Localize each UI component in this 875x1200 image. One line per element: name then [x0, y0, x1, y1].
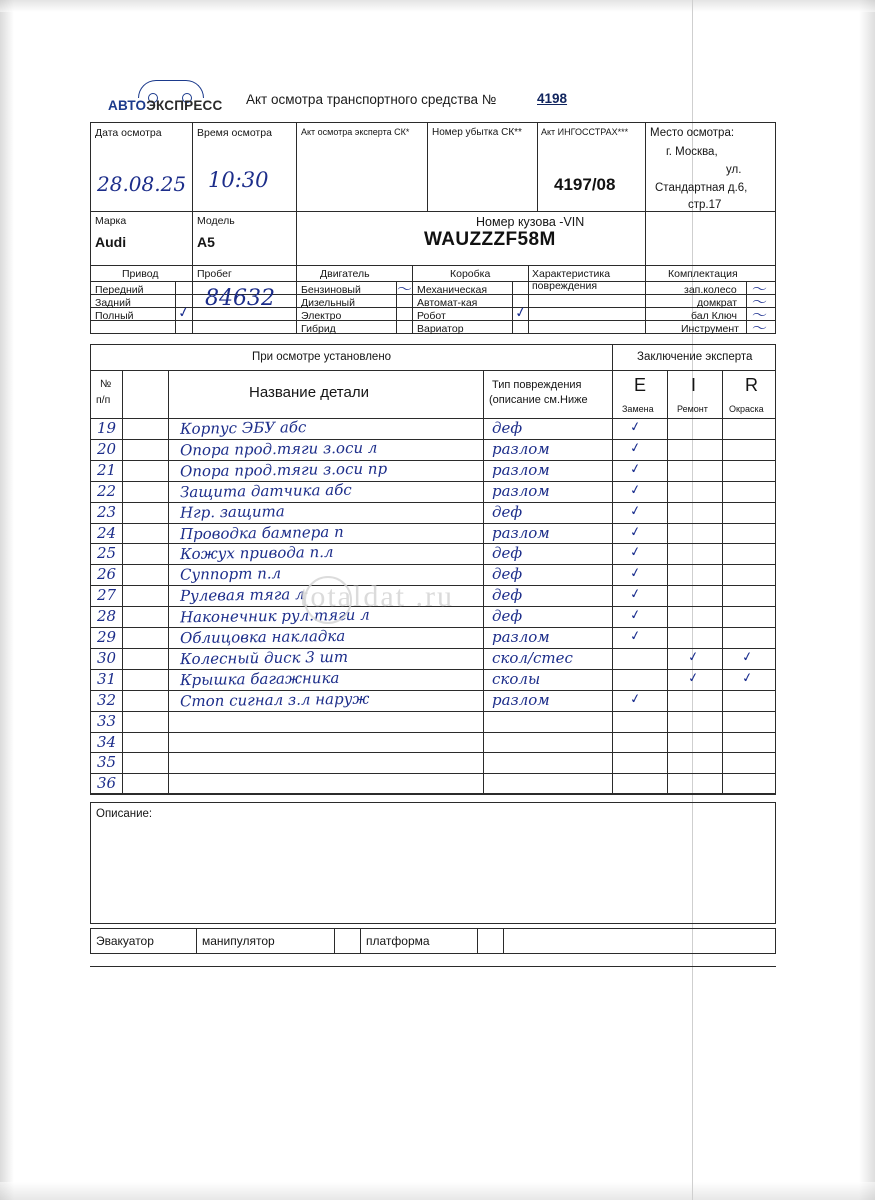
col-divider-c3 [528, 265, 529, 334]
row-mark-replace: ✓ [628, 690, 643, 708]
row-number: 21 [97, 460, 117, 479]
row-number: 36 [97, 774, 117, 793]
logo-text [108, 98, 222, 113]
row-damage-type: разлом [492, 628, 550, 646]
table-row-divider [90, 648, 776, 649]
row-mark-replace: ✓ [628, 607, 643, 624]
row-damage-type: разлом [492, 690, 550, 709]
row-part-name: Корпус ЭБУ абс [179, 418, 307, 438]
value-mileage: 84632 [205, 286, 275, 311]
col-divider-blank [168, 370, 169, 794]
col-divider-i [722, 370, 723, 794]
row-part-name: Опора прод.тяги з.оси л [179, 438, 378, 460]
drive-option-front[interactable]: Передний [95, 284, 144, 296]
value-act-ingosstrah: 4197/08 [554, 175, 616, 194]
row-part-name: Облицовка накладка [179, 626, 346, 648]
label-inspection-time: Время осмотра [197, 127, 272, 139]
scan-edge-left [0, 0, 14, 1200]
row-damage-type: скол/стес [492, 648, 573, 667]
equipment-option-wheel-wrench[interactable]: бал Ключ [691, 310, 738, 322]
footer-bottom-line [90, 966, 776, 967]
row-mark-replace: ✓ [628, 502, 643, 520]
row-part-name: Проводка бампера п [179, 522, 344, 543]
row-damage-type: деф [492, 607, 523, 626]
row-number: 34 [97, 732, 117, 751]
col-divider-no [122, 370, 123, 794]
row-damage-type: деф [492, 565, 523, 584]
label-engine: Двигатель [320, 268, 370, 280]
row-damage-type: сколы [492, 669, 541, 688]
label-place: Место осмотра: [650, 127, 735, 139]
label-brand: Марка [95, 215, 127, 227]
row-number: 19 [97, 419, 117, 437]
watermark-circle [304, 576, 352, 624]
row-damage-type: деф [492, 544, 523, 563]
footer-divider-2 [334, 928, 335, 954]
row-mark-replace: ✓ [628, 523, 643, 541]
column-header-part: Название детали [249, 384, 369, 401]
label-expert-act: Акт осмотра эксперта СК* [301, 127, 410, 137]
engine-petrol-checkmark: 〜 [397, 280, 413, 298]
col-divider-equip-check [746, 281, 747, 334]
table-row-divider [90, 752, 776, 753]
table-row-divider [90, 732, 776, 733]
value-vin: WAUZZZF58M [424, 229, 556, 250]
row-number: 29 [97, 628, 117, 646]
page-title: Акт осмотра транспортного средства № [246, 92, 497, 107]
row-mark-repair: ✓ [686, 649, 701, 666]
equipment-tools-mark: 〜 [752, 319, 768, 337]
row-mark-replace: ✓ [628, 565, 643, 583]
row-part-name: Опора прод.тяги з.оси пр [179, 459, 388, 481]
footer-divider-1 [196, 928, 197, 954]
row-part-name: Рулевая тяга л [179, 585, 305, 606]
column-header-i: I [691, 375, 697, 395]
label-model: Модель [197, 215, 235, 227]
footer-divider-5 [503, 928, 504, 954]
table-row-divider [90, 460, 776, 461]
place-line-1: г. Москва, [666, 146, 718, 158]
label-vin: Номер кузова -VIN [476, 215, 585, 229]
column-subheader-r: Окраска [729, 404, 764, 414]
inspection-header-divider [90, 370, 776, 371]
row-part-name: Суппорт п.л [179, 564, 282, 585]
footer-manipulator: манипулятор [202, 934, 275, 948]
table-row-divider [90, 502, 776, 503]
label-equipment: Комплектация [668, 268, 738, 280]
col-divider-b2 [296, 211, 297, 334]
document-number: 4198 [537, 91, 568, 106]
footer-platform: платформа [366, 934, 430, 948]
column-header-r: R [745, 375, 758, 395]
row-mark-paint: ✓ [740, 649, 755, 666]
row-mark-paint: ✓ [740, 669, 755, 687]
engine-option-petrol[interactable]: Бензиновый [301, 284, 361, 296]
row-part-name: Наконечник рул.тяги л [179, 605, 370, 627]
inspection-header-left: При осмотре установлено [252, 351, 392, 363]
footer-evacuator: Эвакуатор [96, 934, 154, 948]
row-number: 32 [97, 690, 117, 709]
equipment-jack-mark: 〜 [752, 293, 768, 311]
row-damage-type: деф [492, 419, 523, 437]
value-inspection-date: 28.08.25 [97, 172, 187, 196]
row-damage-type: деф [492, 586, 523, 605]
label-gearbox: Коробка [450, 268, 491, 280]
row-damage-type: деф [492, 502, 523, 521]
description-label: Описание: [96, 808, 153, 820]
col-divider-a4 [537, 122, 538, 211]
row-part-name: Крышка багажника [179, 668, 340, 689]
engine-option-electric[interactable]: Электро [301, 310, 342, 322]
row-mark-replace: ✓ [628, 628, 643, 645]
row-mark-replace: ✓ [628, 419, 643, 436]
place-line-2: ул. [726, 164, 742, 176]
drive-full-checkmark: ✓ [176, 303, 192, 323]
table-row-divider [90, 690, 776, 691]
table-row-divider [90, 794, 776, 795]
table-row-divider [90, 523, 776, 524]
col-divider-c1 [192, 265, 193, 334]
row-mark-replace: ✓ [628, 460, 643, 478]
label-act-ingosstrah: Акт ИНГОССТРАХ*** [541, 127, 629, 137]
scan-edge-top [0, 0, 875, 12]
label-damage-characteristic: Характеристика повреждения [532, 268, 611, 292]
place-line-4: стр.17 [688, 199, 722, 211]
gearbox-option-variator[interactable]: Вариатор [417, 323, 464, 335]
column-header-damage-1: Тип повреждения [492, 379, 582, 391]
row-part-name: Нгр. защита [179, 501, 285, 522]
col-divider-place [645, 122, 646, 334]
row-mark-replace: ✓ [628, 481, 643, 499]
row-number: 24 [97, 523, 117, 542]
label-inspection-date: Дата осмотра [95, 127, 162, 139]
row-number: 31 [97, 669, 117, 688]
equipment-option-tools[interactable]: Инструмент [681, 323, 739, 335]
row-number: 27 [97, 586, 117, 605]
table-row-divider [90, 439, 776, 440]
col-divider-a1 [192, 122, 193, 211]
column-subheader-i: Ремонт [677, 404, 708, 414]
label-claim-number: Номер убытка СК** [432, 127, 522, 138]
row-mark-replace: ✓ [628, 544, 643, 562]
col-divider-a2 [296, 122, 297, 211]
gearbox-option-robot[interactable]: Робот [417, 310, 446, 322]
col-divider-b1 [192, 211, 193, 265]
row-damage-type: разлом [492, 439, 550, 458]
row-damage-type: разлом [492, 523, 550, 542]
logo-text-express: ЭКСПРЕСС [146, 98, 223, 113]
table-row-divider [90, 606, 776, 607]
scan-edge-bottom [0, 1182, 875, 1200]
row-number: 33 [97, 711, 117, 730]
value-model: A5 [197, 234, 215, 250]
column-header-e: E [634, 375, 647, 395]
row-mark-replace: ✓ [628, 440, 643, 457]
gearbox-option-manual[interactable]: Механическая [417, 284, 488, 296]
row-mark-replace: ✓ [628, 586, 643, 604]
drive-option-full[interactable]: Полный [95, 310, 134, 322]
table-row-divider [90, 711, 776, 712]
table-row-divider [90, 481, 776, 482]
expert-section-divider [612, 344, 613, 794]
equipment-option-jack[interactable]: домкрат [697, 297, 738, 309]
row-part-name: Защита датчика абс [179, 480, 352, 501]
col-divider-part [483, 370, 484, 794]
description-box[interactable] [90, 802, 776, 924]
table-row-divider [90, 773, 776, 774]
column-header-no-2: п/п [96, 394, 111, 406]
row-number: 26 [97, 565, 117, 584]
place-line-3: Стандартная д.6, [655, 182, 748, 194]
value-brand: Audi [95, 234, 127, 250]
row-part-name: Стоп сигнал з.л наруж [179, 689, 370, 711]
row-part-name: Колесный диск 3 шт [179, 647, 349, 669]
footer-divider-3 [360, 928, 361, 954]
col-divider-a3 [427, 122, 428, 211]
value-inspection-time: 10:30 [208, 168, 269, 192]
engine-option-hybrid[interactable]: Гибрид [301, 323, 336, 335]
row-number: 28 [97, 607, 117, 626]
label-drive: Привод [122, 268, 159, 280]
label-mileage: Пробег [197, 268, 232, 280]
equipment-spare-wheel-mark: 〜 [752, 280, 768, 298]
row-damage-type: разлом [492, 481, 550, 500]
equipment-wrench-mark: 〜 [752, 306, 768, 324]
row-part-name: Кожух привода п.л [179, 543, 334, 564]
row-number: 20 [97, 439, 117, 458]
inspection-header-right: Заключение эксперта [637, 351, 753, 363]
row-number: 25 [97, 544, 117, 563]
footer-divider-4 [477, 928, 478, 954]
transport-row [90, 928, 776, 954]
row-number: 23 [97, 502, 117, 521]
logo-text-auto: АВТО [108, 98, 147, 113]
row-number: 35 [97, 753, 117, 772]
table-row-divider [90, 627, 776, 628]
scan-edge-right [859, 0, 875, 1200]
company-logo [108, 80, 228, 112]
gearbox-robot-checkmark: ✓ [513, 303, 529, 323]
column-header-no-1: № [100, 378, 112, 390]
engine-option-diesel[interactable]: Дизельный [301, 297, 355, 309]
watermark-text: totaldat .ru [300, 580, 454, 613]
table-row-divider [90, 669, 776, 670]
gearbox-option-automatic[interactable]: Автомат-кая [417, 297, 478, 309]
row-mark-repair: ✓ [686, 669, 701, 687]
equipment-option-spare-wheel[interactable]: зап.колесо [684, 284, 737, 296]
col-divider-e [667, 370, 668, 794]
drive-option-rear[interactable]: Задний [95, 297, 131, 309]
row-number: 30 [97, 648, 117, 667]
col-divider-c2 [412, 265, 413, 334]
row-number: 22 [97, 481, 117, 500]
column-header-damage-2: (описание см.Ниже [489, 394, 588, 406]
row-damage-type: разлом [492, 460, 550, 479]
column-subheader-e: Замена [622, 404, 654, 414]
